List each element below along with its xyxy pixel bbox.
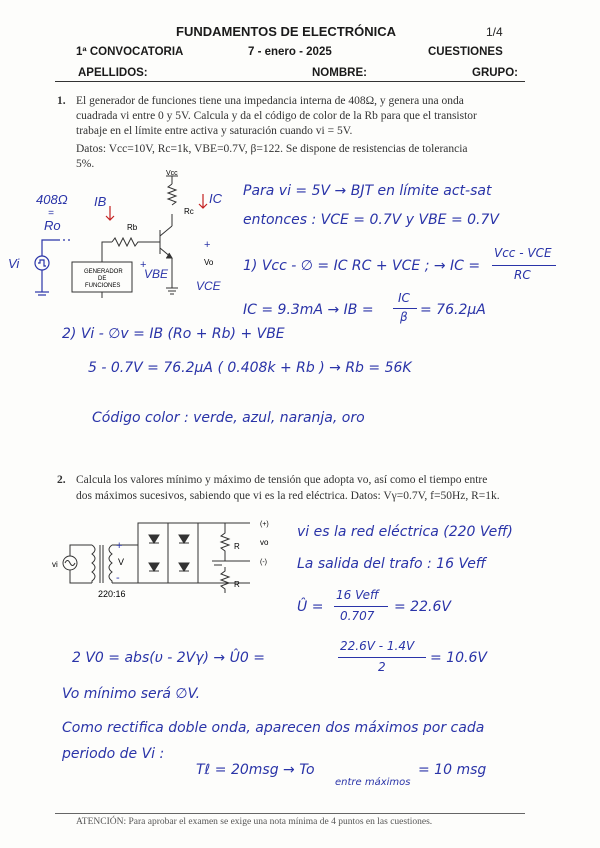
rb-resistor xyxy=(112,238,160,246)
source-symbol xyxy=(35,256,49,270)
q2-hw-rect-line: periodo de Vi : xyxy=(62,746,165,762)
fraction-bar xyxy=(492,265,556,266)
r-eq-mark: = xyxy=(48,208,54,219)
q2-hw-eq: 2 V0 = abs(υ - 2Vγ) → Û0 = xyxy=(72,650,265,666)
q2-circuit-diagram xyxy=(50,515,290,605)
r-label: R xyxy=(234,580,240,589)
q1-hw-fraction-num: IC xyxy=(398,291,410,305)
ib-arrow xyxy=(106,206,114,220)
q1-hw-eq3: 2) Vi - ∅v = IB (Ro + Rb) + VBE xyxy=(62,326,285,342)
q1-text-line: Datos: Vcc=10V, Rc=1k, VBE=0.7V, β=122. Se dispone de resistencias de tolerancia xyxy=(76,143,468,155)
q2-hw-eq-result: = 10.6V xyxy=(430,650,487,666)
convocatoria: 1ª CONVOCATORIA xyxy=(76,46,184,58)
q2-hw-vhat-value: = 22.6V xyxy=(394,599,451,615)
q2-hw-fraction-num: 22.6V - 1.4V xyxy=(340,639,415,653)
generator-label-line: GENERADOR xyxy=(84,269,123,275)
grupo-label: GRUPO: xyxy=(472,67,518,79)
exam-title: FUNDAMENTOS DE ELECTRÓNICA xyxy=(176,24,397,39)
vo-label: vo xyxy=(260,538,269,547)
q1-hw-eq4: 5 - 0.7V = 76.2μA ( 0.408k + Rb ) → Rb = 56K xyxy=(88,360,412,376)
q1-text-line: trabaje en el límite entre activa y saturación cuando vi = 5V. xyxy=(76,125,353,137)
q2-hw-line: vi es la red eléctrica (220 Veff) xyxy=(297,524,513,540)
ic-arrow xyxy=(199,194,207,208)
q1-hw-fraction-den: β xyxy=(400,310,408,324)
hw-plus: + xyxy=(116,540,123,552)
transformer-secondary xyxy=(109,545,112,583)
r-annotation: 408Ω xyxy=(36,192,68,207)
q2-hw-period-value: = 10 msg xyxy=(418,762,487,778)
q2-text-line: Calcula los valores mínimo y máximo de tensión que adopta vo, así como el tiempo entre xyxy=(76,474,488,486)
q1-hw-color-code: Código color : verde, azul, naranja, oro xyxy=(92,410,365,426)
q2-hw-fraction-num: 16 Veff xyxy=(336,588,379,602)
q1-hw-fraction-den: RC xyxy=(514,268,531,282)
plus-mark: + xyxy=(204,239,211,251)
q2-hw-period: Tℓ = 20msg → To xyxy=(196,762,315,778)
q2-hw-fraction-den: 2 xyxy=(378,660,386,674)
fraction-bar xyxy=(338,657,426,658)
generator-label-line: DE xyxy=(98,276,107,282)
page-number: 1/4 xyxy=(486,25,503,39)
r-label: R xyxy=(234,542,240,551)
q1-hw-line: entonces : VCE = 0.7V y VBE = 0.7V xyxy=(243,212,499,228)
vbe-annotation: VBE xyxy=(144,267,169,281)
plus-terminal: (+) xyxy=(260,521,269,528)
q1-text-line: cuadrada vi entre 0 y 5V. Calcula y da el código de color de la Rb para que el transistor xyxy=(76,110,477,122)
rb-label: Rb xyxy=(127,223,138,232)
hw-minus: - xyxy=(116,572,120,584)
ratio-label: 220:16 xyxy=(98,589,126,599)
q1-text-line: 5%. xyxy=(76,158,95,170)
ib-annotation: IB xyxy=(94,194,107,209)
footer-rule xyxy=(55,813,525,814)
vce-annotation: VCE xyxy=(196,279,221,293)
generator-label-line: FUNCIONES xyxy=(85,283,121,289)
vo-label: Vo xyxy=(204,258,214,267)
minus-terminal: (-) xyxy=(260,559,267,566)
q1-number: 1. xyxy=(57,95,66,107)
vcc-label: Vcc xyxy=(166,170,178,177)
fraction-bar xyxy=(393,308,417,309)
q2-hw-vhat-label: Û = xyxy=(297,599,324,615)
q1-hw-fraction-num: Vcc - VCE xyxy=(494,246,552,260)
transformer-primary xyxy=(92,545,95,583)
q2-text-line: dos máximos sucesivos, sabiendo que vi es la red eléctrica. Datos: Vγ=0.7V, f=50Hz, R=1k. xyxy=(76,490,500,502)
rc-label: Rc xyxy=(184,207,194,216)
r-top-resistor xyxy=(221,523,229,561)
q1-hw-eq1: 1) Vcc - ∅ = IC RC + VCE ; → IC = xyxy=(243,258,481,274)
ic-annotation: IC xyxy=(209,191,222,206)
q2-hw-rect-line: Como rectifica doble onda, aparecen dos máximos por cada xyxy=(62,720,485,736)
q2-hw-min: Vo mínimo será ∅V. xyxy=(62,686,201,702)
ro-annotation: Ro xyxy=(44,218,61,233)
q2-hw-period-sub: entre máximos xyxy=(335,777,411,788)
q2-number: 2. xyxy=(57,474,66,486)
vi-label: vi xyxy=(52,560,58,569)
q2-hw-line: La salida del trafo : 16 Veff xyxy=(297,556,486,572)
exam-date: 7 - enero - 2025 xyxy=(248,46,332,58)
v-label: V xyxy=(118,557,125,567)
plus-mark: + xyxy=(140,259,147,271)
q1-hw-eq2-result: = 76.2μA xyxy=(420,302,486,318)
section-label: CUESTIONES xyxy=(428,46,503,58)
header-rule xyxy=(55,81,525,82)
footer-notice: ATENCIÓN: Para aprobar el examen se exige una nota mínima de 4 puntos en las cuestiones. xyxy=(76,817,433,827)
fraction-bar xyxy=(334,606,388,607)
q1-hw-line: Para vi = 5V → BJT en límite act-sat xyxy=(243,183,492,199)
vi-annotation: Vi xyxy=(8,256,20,271)
q2-hw-fraction-den: 0.707 xyxy=(340,609,375,623)
q1-text-line: El generador de funciones tiene una impedancia interna de 408Ω, y genera una onda xyxy=(76,95,464,107)
q1-hw-eq2: IC = 9.3mA → IB = xyxy=(243,302,374,318)
apellidos-label: APELLIDOS: xyxy=(78,67,148,79)
rc-resistor xyxy=(168,184,176,205)
nombre-label: NOMBRE: xyxy=(312,67,367,79)
